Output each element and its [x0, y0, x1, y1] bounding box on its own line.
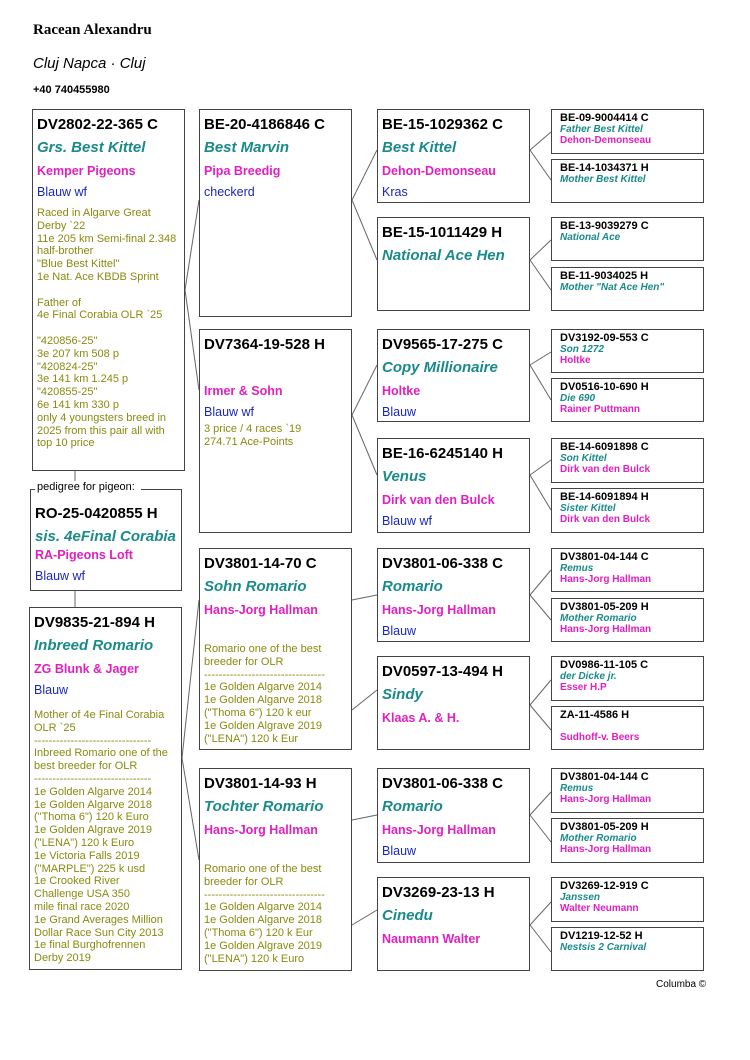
pigeon-owner: Dirk van den Bulck: [560, 514, 651, 525]
note-line: ("Thoma 6") 120 k eur: [204, 706, 312, 719]
gen4-card: [551, 488, 704, 533]
pigeon-name: Nestsis 2 Carnival: [560, 942, 647, 953]
note-line: "420824-25": [37, 360, 98, 373]
pigeon-ring: BE-14-6091898 C: [560, 441, 649, 453]
note-line: Romario one of the best: [204, 643, 322, 655]
gen3-card: [377, 438, 530, 533]
note-line: ("Thoma 6") 120 k Eur: [204, 926, 313, 939]
note-line: Derby 2019: [34, 952, 91, 965]
pedigree-label: pedigree for pigeon:: [37, 481, 135, 493]
pigeon-owner: Sudhoff-v. Beers: [560, 732, 640, 743]
pigeon-ring: DV0516-10-690 H: [560, 381, 649, 393]
pigeon-name: Die 690: [560, 393, 596, 404]
pigeon-name: Venus: [382, 468, 427, 485]
father-ring: DV2802-22-365 C: [37, 116, 158, 133]
gen4-card: [551, 598, 704, 642]
pigeon-name: Best Kittel: [382, 139, 457, 156]
pigeon-owner: Walter Neumann: [560, 903, 639, 914]
note-line: 1e Golden Algarve 2014: [34, 785, 153, 798]
gen3-card: [377, 109, 530, 203]
mother-notes: [34, 709, 181, 965]
pigeon-ring: BE-11-9034025 H: [560, 270, 649, 282]
pigeon-owner: Esser H.P: [560, 682, 607, 693]
pigeon-color: Blauw: [382, 624, 417, 638]
pigeon-ring: BE-14-1034371 H: [560, 162, 649, 174]
sire-dam-card: [199, 329, 352, 533]
note-line: top 10 price: [37, 437, 95, 450]
pigeon-name: Sister Kittel: [560, 503, 616, 514]
footer-credit: Columba ©: [656, 979, 707, 990]
gen3-card: [377, 877, 530, 971]
note-line: 1e Golden Algrave 2019: [204, 939, 323, 952]
note-line: "Blue Best Kittel": [37, 258, 120, 271]
note-line: [37, 284, 184, 297]
pigeon-name: [560, 721, 703, 732]
pigeon-ring: DV3269-12-919 C: [560, 880, 649, 892]
pigeon-ring: BE-16-6245140 H: [382, 445, 503, 462]
gen4-card: [551, 927, 704, 971]
pigeon-owner: Hans-Jorg Hallman: [560, 624, 652, 635]
pigeon-ring: BE-14-6091894 H: [560, 491, 649, 503]
gen4-card: [551, 438, 704, 483]
gen4-card: [551, 329, 704, 373]
note-line: 1e Golden Algarve 2018: [204, 914, 323, 927]
pigeon-ring: DV3801-06-338 C: [382, 555, 503, 572]
pigeon-owner: Klaas A. & H.: [382, 711, 460, 725]
note-line: [37, 322, 184, 335]
pigeon-ring: DV3801-14-93 H: [204, 775, 317, 792]
pigeon-ring: DV3801-14-70 C: [204, 555, 317, 572]
pigeon-ring: DV3801-06-338 C: [382, 775, 503, 792]
pigeon-name: Sohn Romario: [204, 578, 307, 595]
breeder-phone: +40 740455980: [33, 84, 110, 96]
gen3-card: [377, 329, 530, 422]
father-card: [32, 109, 185, 471]
pigeon-owner: Dirk van den Bulck: [560, 464, 651, 475]
pigeon-owner: Hans-Jorg Hallman: [204, 603, 318, 617]
pigeon-ring: ZA-11-4586 H: [560, 709, 630, 721]
note-line: 2025 from this pair all with: [37, 424, 165, 437]
subject-ring: RO-25-0420855 H: [35, 505, 158, 522]
gen3-card: [377, 548, 530, 642]
note-line: 1e final Burghofrennen: [34, 939, 146, 952]
pigeon-ring: DV1219-12-52 H: [560, 930, 643, 942]
note-line: ---------------------------------: [204, 888, 325, 901]
note-line: ("LENA") 120 k Euro: [204, 952, 305, 965]
subject-name: sis. 4eFinal Corabia: [35, 528, 176, 545]
note-line: ("MARPLE") 225 k usd: [34, 862, 146, 875]
note-line: 1e Grand Averages Million: [34, 913, 163, 926]
gen3-card: [377, 217, 530, 311]
pigeon-ring: BE-15-1011429 H: [382, 224, 503, 241]
note-line: mile final race 2020: [34, 900, 130, 913]
pigeon-name: Mother Best Kittel: [560, 174, 646, 185]
mother-name: Inbreed Romario: [34, 637, 154, 654]
note-line: Romario one of the best: [204, 863, 322, 875]
note-line: "420856-25": [37, 334, 98, 347]
pigeon-owner: Holtke: [560, 355, 591, 366]
pigeon-notes: [204, 643, 351, 745]
pigeon-name: Best Marvin: [204, 139, 290, 156]
pigeon-owner: Dehon-Demonseau: [560, 135, 652, 146]
gen4-card: [551, 877, 704, 922]
gen4-card: [551, 217, 704, 261]
note-line: --------------------------------: [34, 772, 152, 785]
pigeon-ring: BE-15-1029362 C: [382, 116, 503, 133]
pigeon-ring: DV3801-04-144 C: [560, 771, 649, 783]
pigeon-ring: DV9565-17-275 C: [382, 336, 503, 353]
breeder-name: Racean Alexandru: [33, 22, 152, 38]
mother-owner: ZG Blunk & Jager: [34, 662, 139, 676]
note-line: Raced in Algarve Great: [37, 207, 151, 219]
note-line: ("LENA") 120 k Euro: [34, 836, 135, 849]
note-line: 1e Golden Algrave 2019: [204, 719, 323, 732]
note-line: Mother of 4e Final Corabia: [34, 709, 165, 721]
father-owner: Kemper Pigeons: [37, 164, 136, 178]
note-line: 1e Golden Algarve 2018: [204, 694, 323, 707]
pigeon-ring: DV3269-23-13 H: [382, 884, 495, 901]
note-line: ---------------------------------: [204, 668, 325, 681]
gen3-card: [377, 656, 530, 750]
gen4-card: [551, 159, 704, 203]
pigeon-owner: Hans-Jorg Hallman: [382, 603, 496, 617]
note-line: 11e 205 km Semi-final 2.348: [37, 232, 177, 245]
note-line: 1e Victoria Falls 2019: [34, 849, 140, 862]
pigeon-name: Tochter Romario: [204, 798, 324, 815]
gen4-card: [551, 109, 704, 154]
mother-ring: DV9835-21-894 H: [34, 614, 155, 631]
pigeon-name: Romario: [382, 798, 443, 815]
note-line: Father of: [37, 296, 82, 309]
pigeon-ring: DV3801-04-144 C: [560, 551, 649, 563]
note-line: OLR `25: [34, 721, 76, 734]
note-line: --------------------------------: [34, 734, 152, 747]
note-line: ("LENA") 120 k Eur: [204, 732, 299, 745]
note-line: "420855-25": [37, 386, 98, 399]
pigeon-color: Blauw: [382, 405, 417, 419]
pigeon-ring: BE-09-9004414 C: [560, 112, 649, 124]
gen3-card: [377, 768, 530, 863]
gen4-card: [551, 378, 704, 422]
note-line: only 4 youngsters breed in: [37, 411, 167, 424]
pigeon-name: der Dicke jr.: [560, 671, 617, 682]
pigeon-ring: DV0597-13-494 H: [382, 663, 503, 680]
pigeon-color: checkerd: [204, 185, 255, 199]
mother-color: Blauw: [34, 683, 69, 697]
note-line: Derby `22: [37, 219, 86, 232]
note-line: 1e Golden Algrave 2019: [34, 824, 153, 837]
pigeon-name: Sindy: [382, 686, 423, 703]
pigeon-owner: Hans-Jorg Hallman: [560, 794, 652, 805]
gen4-card: [551, 656, 704, 701]
pigeon-notes: [204, 863, 351, 965]
pigeon-owner: Pipa Breedig: [204, 164, 281, 178]
subject-color: Blauw wf: [35, 569, 86, 583]
note-line: 1e Crooked River: [34, 875, 120, 888]
note-line: 1e Golden Algarve 2014: [204, 901, 323, 914]
note-line: 274.71 Ace-Points: [204, 435, 294, 448]
gen4-card: [551, 818, 704, 863]
pigeon-ring: BE-20-4186846 C: [204, 116, 325, 133]
pigeon-name: National Ace: [560, 232, 621, 243]
subject-card: [30, 489, 182, 591]
pigeon-owner: Hans-Jorg Hallman: [560, 844, 652, 855]
note-line: ("Thoma 6") 120 k Euro: [34, 811, 149, 824]
pigeon-name: Remus: [560, 783, 594, 794]
pigeon-owner: Hans-Jorg Hallman: [560, 574, 652, 585]
pigeon-owner: Naumann Walter: [382, 932, 481, 946]
note-line: half-brother: [37, 245, 94, 258]
pigeon-owner: Hans-Jorg Hallman: [382, 823, 496, 837]
gen4-card: [551, 706, 704, 750]
father-notes: [37, 207, 184, 450]
note-line: breeder for OLR: [204, 875, 284, 888]
note-line: 4e Final Corabia OLR `25: [37, 309, 163, 322]
pigeon-name: National Ace Hen: [382, 247, 505, 264]
note-line: breeder for OLR: [204, 655, 284, 668]
pigeon-name: Son 1272: [560, 344, 604, 355]
pigeon-name: Son Kittel: [560, 453, 607, 464]
pigeon-color: Blauw: [382, 844, 417, 858]
pigeon-owner: Rainer Puttmann: [560, 404, 641, 415]
note-line: 3 price / 4 races `19: [204, 423, 302, 435]
pigeon-color: Blauw wf: [204, 405, 255, 419]
subject-owner: RA-Pigeons Loft: [35, 548, 133, 562]
pigeon-color: Blauw wf: [382, 514, 433, 528]
pigeon-color: Kras: [382, 185, 408, 199]
note-line: Challenge USA 350: [34, 888, 131, 901]
gen4-card: [551, 548, 704, 592]
pigeon-owner: Dehon-Demonseau: [382, 164, 496, 178]
pigeon-name: Janssen: [560, 892, 601, 903]
pigeon-owner: Hans-Jorg Hallman: [204, 823, 318, 837]
pigeon-name: Romario: [382, 578, 443, 595]
note-line: 6e 141 km 330 p: [37, 398, 119, 411]
note-line: Inbreed Romario one of the: [34, 747, 168, 760]
dam-sire-card: [199, 548, 352, 750]
pigeon-name: Mother "Nat Ace Hen": [560, 282, 665, 293]
pigeon-name: Mother Romario: [560, 833, 637, 844]
pigeon-ring: BE-13-9039279 C: [560, 220, 649, 232]
note-line: 1e Golden Algarve 2014: [204, 681, 323, 694]
pigeon-owner: Irmer & Sohn: [204, 384, 283, 398]
note-line: 3e 141 km 1.245 p: [37, 373, 129, 386]
pigeon-name: Mother Romario: [560, 613, 637, 624]
note-line: best breeder for OLR: [34, 760, 138, 773]
gen4-card: [551, 768, 704, 813]
pigeon-ring: DV3192-09-553 C: [560, 332, 649, 344]
pigeon-ring: DV3801-05-209 H: [560, 821, 649, 833]
note-line: 1e Golden Algarve 2018: [34, 798, 153, 811]
breeder-location: Cluj Napca · Cluj: [33, 55, 146, 72]
father-name: Grs. Best Kittel: [37, 139, 146, 156]
father-color: Blauw wf: [37, 185, 88, 199]
pigeon-name: Copy Millionaire: [382, 359, 498, 376]
pigeon-owner: Dirk van den Bulck: [382, 493, 495, 507]
pigeon-notes: [204, 423, 351, 449]
pigeon-name: Remus: [560, 563, 594, 574]
dam-dam-card: [199, 768, 352, 971]
pigeon-ring: DV0986-11-105 C: [560, 659, 649, 671]
note-line: Dollar Race Sun City 2013: [34, 926, 164, 939]
note-line: 3e 207 km 508 p: [37, 347, 119, 360]
pigeon-ring: DV7364-19-528 H: [204, 336, 325, 353]
note-line: 1e Nat. Ace KBDB Sprint: [37, 270, 159, 283]
pigeon-ring: DV3801-05-209 H: [560, 601, 649, 613]
pigeon-name: [204, 359, 351, 376]
pigeon-name: Cinedu: [382, 907, 433, 924]
gen4-card: [551, 267, 704, 311]
mother-card: [29, 607, 182, 970]
pigeon-name: Father Best Kittel: [560, 124, 643, 135]
pigeon-owner: Holtke: [382, 384, 421, 398]
sire-sire-card: [199, 109, 352, 317]
